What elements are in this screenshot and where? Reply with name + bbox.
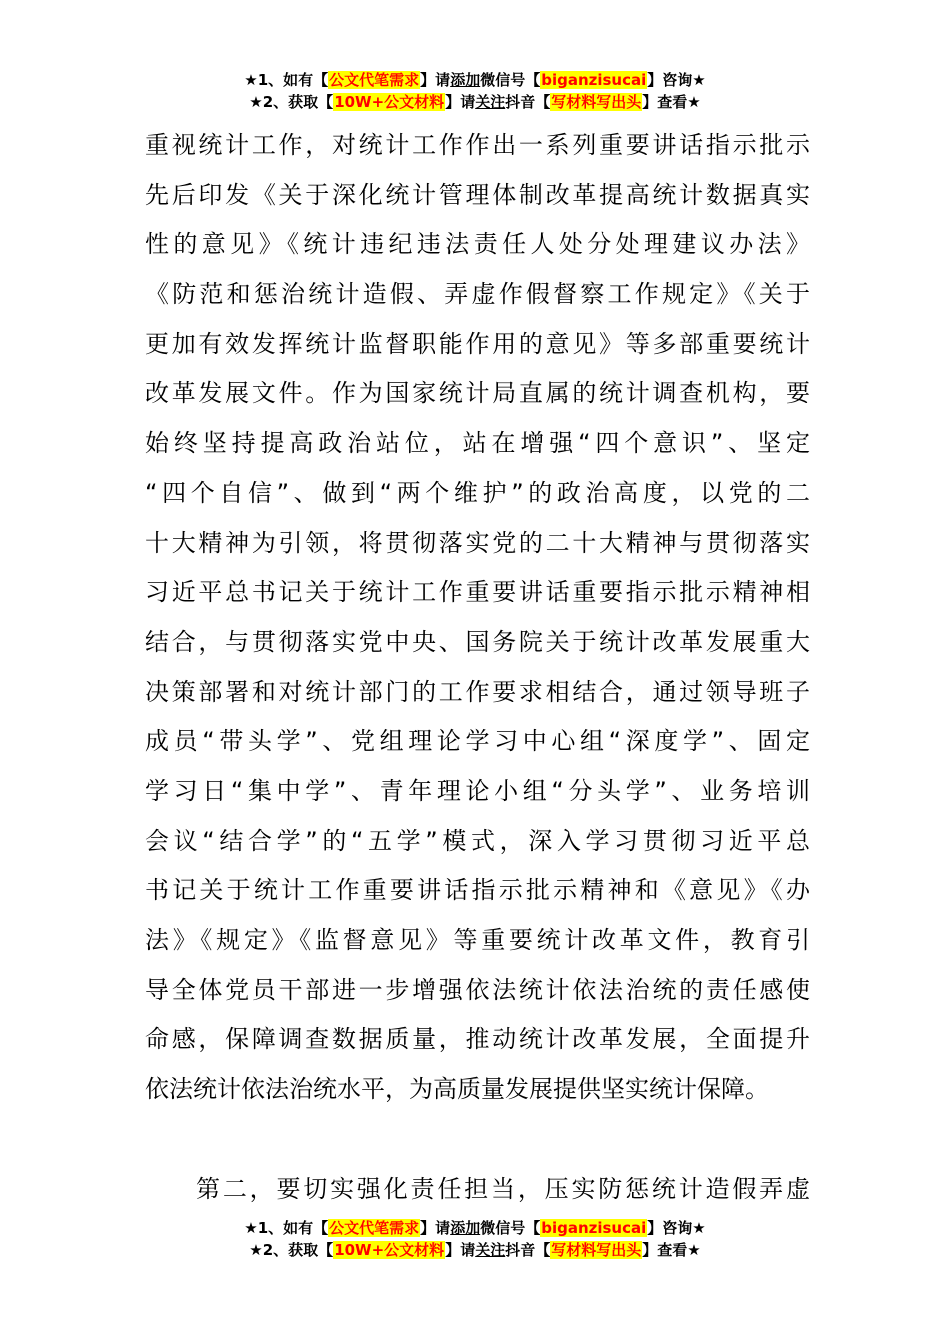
banner-text: 微信号【 — [480, 1219, 541, 1237]
body-line: 结合，与贯彻落实党中央、国务院关于统计改革发展重大 — [145, 627, 810, 656]
body-line: 法》《规定》《监督意见》等重要统计改革文件，教育引 — [145, 926, 810, 954]
wechat-id-highlight: biganzisucai — [541, 1219, 647, 1237]
body-line: 命感，保障调查数据质量，推动统计改革发展，全面提升 — [145, 1025, 810, 1054]
highlight-text: 公文代笔需求 — [329, 71, 420, 89]
body-line: 习近平总书记关于统计工作重要讲话重要指示批示精神相 — [145, 578, 810, 607]
body-line: 学习日“集中学”、青年理论小组“分头学”、业务培训 — [145, 776, 810, 805]
douyin-highlight: 写材料写出头 — [551, 93, 642, 111]
second-paragraph-line: 第二，要切实强化责任担当，压实防惩统计造假弄虚 — [196, 1175, 810, 1203]
underlined-text: 添加 — [450, 71, 481, 89]
body-line: 重视统计工作，对统计工作作出一系列重要讲话指示批示 — [145, 131, 810, 159]
banner-text: 】请 — [420, 1219, 451, 1237]
body-line: 始终坚持提高政治站位，站在增强“四个意识”、坚定 — [145, 429, 810, 458]
body-line: 书记关于统计工作重要讲话指示批示精神和《意见》《办 — [145, 876, 810, 905]
body-paragraph — [145, 121, 810, 1115]
banner-line-2 — [0, 1239, 950, 1261]
banner-text: ★1、如有【 — [244, 71, 329, 89]
highlight-text: 10W+公文材料 — [334, 93, 445, 111]
body-line: 《防范和惩治统计造假、弄虚作假督察工作规定》《关于 — [145, 280, 810, 309]
underlined-text: 添加 — [450, 1219, 481, 1237]
highlight-text: 公文代笔需求 — [329, 1219, 420, 1237]
body-line: 会议“结合学”的“五学”模式，深入学习贯彻习近平总 — [145, 826, 810, 855]
banner-text: 抖音【 — [505, 93, 551, 111]
footer-banner — [0, 1217, 950, 1261]
banner-text: 】请 — [445, 93, 476, 111]
banner-line-2 — [0, 91, 950, 113]
body-line: 依法统计依法治统水平，为高质量发展提供坚实统计保障。 — [145, 1075, 769, 1104]
underlined-text: 关注 — [475, 93, 506, 111]
banner-text: 】请 — [420, 71, 451, 89]
underlined-text: 关注 — [475, 1241, 506, 1259]
body-line: 性的意见》《统计违纪违法责任人处分处理建议办法》 — [145, 230, 810, 259]
body-line: 更加有效发挥统计监督职能作用的意见》等多部重要统计 — [145, 329, 810, 358]
banner-text: 】请 — [445, 1241, 476, 1259]
body-line: 十大精神为引领，将贯彻落实党的二十大精神与贯彻落实 — [145, 528, 810, 557]
banner-text: ★1、如有【 — [244, 1219, 329, 1237]
body-line: “四个自信”、做到“两个维护”的政治高度，以党的二 — [145, 478, 810, 507]
banner-text: 抖音【 — [505, 1241, 551, 1259]
banner-text: 】查看★ — [642, 93, 701, 111]
body-line: 导全体党员干部进一步增强依法统计依法治统的责任感使 — [145, 975, 810, 1004]
banner-text: 微信号【 — [480, 71, 541, 89]
body-line: 决策部署和对统计部门的工作要求相结合，通过领导班子 — [145, 677, 810, 706]
wechat-id-highlight: biganzisucai — [541, 71, 647, 89]
body-line: 先后印发《关于深化统计管理体制改革提高统计数据真实 — [145, 180, 810, 209]
body-line: 成员“带头学”、党组理论学习中心组“深度学”、固定 — [145, 727, 810, 756]
banner-text: 】咨询★ — [647, 1219, 706, 1237]
body-line: 改革发展文件。作为国家统计局直属的统计调查机构，要 — [145, 379, 810, 408]
banner-text: 】咨询★ — [647, 71, 706, 89]
banner-text: ★2、获取【 — [249, 1241, 334, 1259]
banner-text: ★2、获取【 — [249, 93, 334, 111]
banner-line-1 — [0, 69, 950, 91]
header-banner — [0, 69, 950, 113]
banner-line-1 — [0, 1217, 950, 1239]
highlight-text: 10W+公文材料 — [334, 1241, 445, 1259]
banner-text: 】查看★ — [642, 1241, 701, 1259]
douyin-highlight: 写材料写出头 — [551, 1241, 642, 1259]
